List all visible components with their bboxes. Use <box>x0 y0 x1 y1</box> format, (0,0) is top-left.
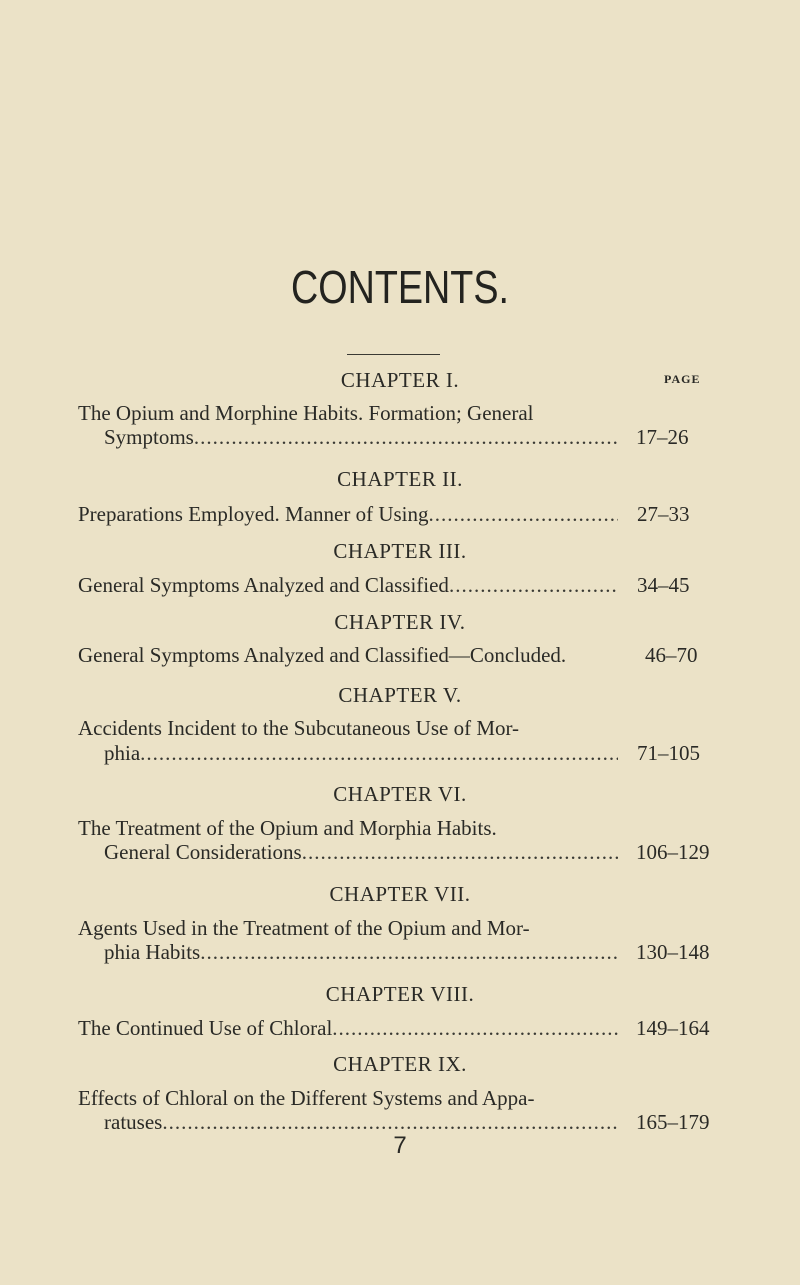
chapter-page-range: 34–45 <box>637 573 690 597</box>
dot-leader <box>200 940 618 965</box>
dot-leader <box>302 840 618 865</box>
chapter-page-range: 27–33 <box>637 502 690 526</box>
chapter-entry-leader <box>78 573 618 598</box>
chapter-page-range: 165–179 <box>636 1110 710 1134</box>
chapter-entry-text: General Symptoms Analyzed and Classified <box>78 573 449 597</box>
chapter-heading: CHAPTER I. <box>340 368 460 392</box>
chapter-entry-text: The Treatment of the Opium and Morphia Habits. <box>78 816 497 840</box>
chapter-heading: CHAPTER VII. <box>329 882 471 906</box>
chapter-entry-text: Preparations Employed. Manner of Using <box>78 502 429 526</box>
chapter-heading: CHAPTER IV. <box>334 610 466 634</box>
dot-leader <box>449 573 618 598</box>
dot-leader <box>194 425 618 450</box>
chapter-entry-leader <box>78 502 618 527</box>
chapter-entry-text: phia <box>104 741 141 765</box>
dot-leader <box>140 741 618 766</box>
chapter-entry-leader <box>104 425 618 450</box>
chapter-entry-text: phia Habits <box>104 940 201 964</box>
chapter-entry-text: Agents Used in the Treatment of the Opium and Mor- <box>78 916 530 940</box>
chapter-heading: CHAPTER VI. <box>333 782 467 806</box>
chapter-entry-leader <box>78 1016 618 1041</box>
page-title: CONTENTS. <box>291 261 509 313</box>
chapter-page-range: 46–70 <box>645 643 698 667</box>
chapter-entry-leader <box>104 741 618 766</box>
chapter-entry-text: Accidents Incident to the Subcutaneous Use of Mor- <box>78 716 520 740</box>
dot-leader <box>429 502 618 527</box>
chapter-heading: CHAPTER VIII. <box>325 982 475 1006</box>
chapter-heading: CHAPTER V. <box>338 683 462 707</box>
chapter-entry-text: The Continued Use of Chloral <box>78 1016 333 1040</box>
chapter-entry-text: General Considerations <box>104 840 302 864</box>
dot-leader <box>332 1016 618 1041</box>
chapter-entry-text: General Symptoms Analyzed and Classified—Concluded. <box>78 643 567 667</box>
chapter-page-range: 71–105 <box>637 741 700 765</box>
title-rule <box>347 354 440 355</box>
chapter-entry-text: ratuses <box>104 1110 163 1134</box>
chapter-entry-leader <box>104 840 618 865</box>
chapter-page-range: 149–164 <box>636 1016 710 1040</box>
page-number: 7 <box>393 1132 407 1159</box>
chapter-entry-leader <box>104 940 618 965</box>
chapter-page-range: 130–148 <box>636 940 710 964</box>
chapter-entry-text: Symptoms <box>104 425 194 449</box>
chapter-heading: CHAPTER III. <box>333 539 467 563</box>
chapter-entry-text: Effects of Chloral on the Different Systems and Appa- <box>78 1086 535 1110</box>
chapter-entry-text: The Opium and Morphine Habits. Formation; General <box>78 401 534 425</box>
chapter-heading: CHAPTER IX. <box>333 1052 467 1076</box>
chapter-page-range: 17–26 <box>636 425 689 449</box>
chapter-page-range: 106–129 <box>636 840 710 864</box>
page-column-label: PAGE <box>664 372 701 386</box>
chapter-heading: CHAPTER II. <box>337 467 463 491</box>
